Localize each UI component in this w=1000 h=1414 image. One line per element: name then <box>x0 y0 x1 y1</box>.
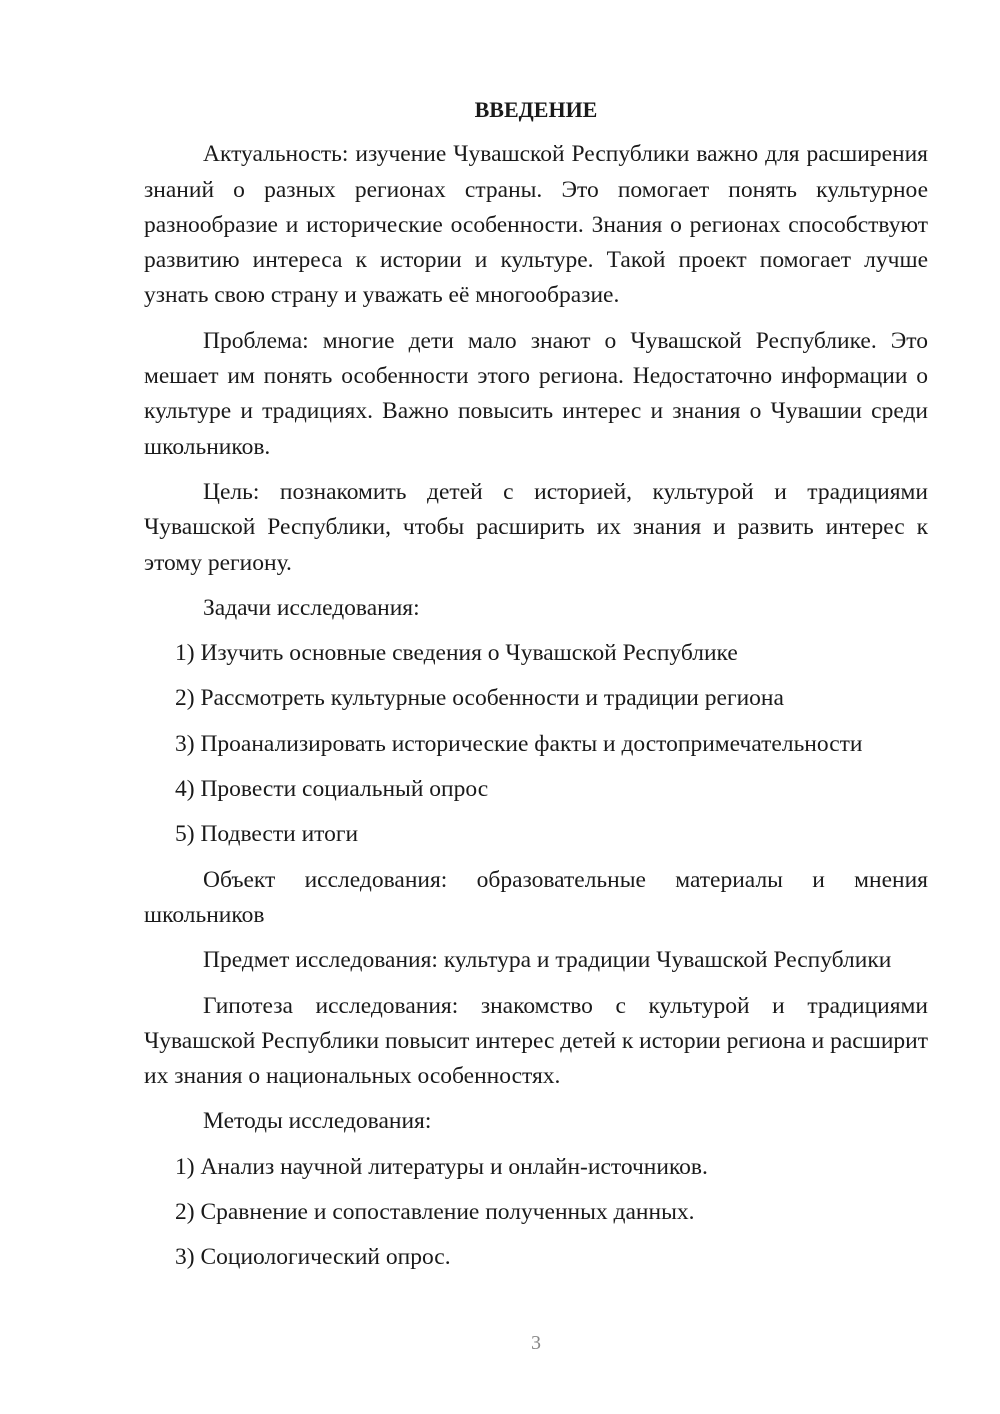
hypothesis-paragraph: Гипотеза исследования: знакомство с культурой и традициями Чувашской Республики повысит интерес детей к истории региона и расширит их знания о национальных особенностях. <box>144 992 928 1090</box>
tasks-heading: Задачи исследования: <box>203 594 420 621</box>
method-item: 3) Социологический опрос. <box>175 1244 451 1271</box>
methods-heading: Методы исследования: <box>203 1108 432 1135</box>
problem-paragraph: Проблема: многие дети мало знают о Чувашской Республике. Это мешает им понять особенности этого региона. Недостаточно информации о культуре и традициях. Важно повысить интерес и знания о Чувашии среди школьников. <box>144 327 928 460</box>
task-item: 2) Рассмотреть культурные особенности и традиции региона <box>175 685 784 712</box>
method-item: 2) Сравнение и сопоставление полученных данных. <box>175 1199 695 1226</box>
document-page <box>144 92 928 1286</box>
goal-paragraph: Цель: познакомить детей с историей, культурой и традициями Чувашской Республики, чтобы расширить их знания и развить интерес к этому региону. <box>144 478 928 576</box>
task-item: 1) Изучить основные сведения о Чувашской Республике <box>175 640 738 667</box>
subject-paragraph: Предмет исследования: культура и традиции Чувашской Республики <box>203 947 892 974</box>
task-item: 3) Проанализировать исторические факты и достопримечательности <box>175 730 863 757</box>
object-paragraph: Объект исследования: образовательные материалы и мнения школьников <box>144 866 928 928</box>
relevance-paragraph: Актуальность: изучение Чувашской Республики важно для расширения знаний о разных регионах страны. Это помогает понять культурное разнообразие и исторические особенности. Знания о регионах способствуют развитию интереса к истории и культуре. Такой проект помогает лучше узнать свою страну и уважать её многообразие. <box>144 141 928 309</box>
tasks-list <box>144 636 928 852</box>
methods-list <box>144 1150 928 1276</box>
method-item: 1) Анализ научной литературы и онлайн-источников. <box>175 1153 708 1180</box>
page-title: ВВЕДЕНИЕ <box>474 97 598 122</box>
task-item: 4) Провести социальный опрос <box>175 776 489 803</box>
task-item: 5) Подвести итоги <box>175 821 359 848</box>
page-number: 3 <box>531 1332 541 1354</box>
